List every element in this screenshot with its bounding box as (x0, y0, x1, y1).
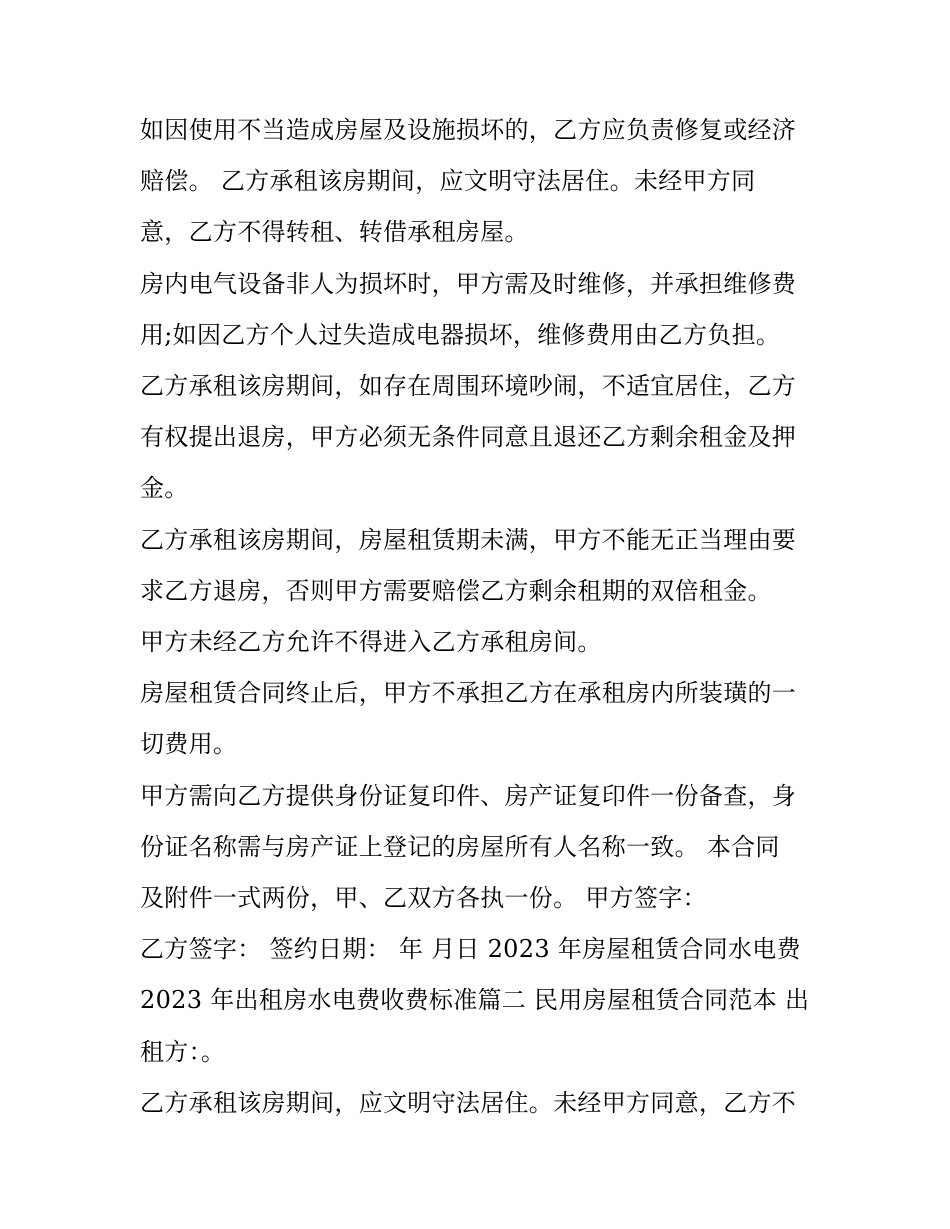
text-line: 意，乙方不得转租、转借承租房屋。 (140, 218, 529, 247)
text-line: 及附件一式两份，甲、乙双方各执一份。 甲方签字： (140, 884, 707, 913)
text-line: 求乙方退房，否则甲方需要赔偿乙方剩余租期的双倍租金。 (140, 576, 772, 605)
text-line: 乙方签字： 签约日期： 年 月日 2023 年房屋租赁合同水电费 (140, 935, 801, 964)
text-line: 甲方需向乙方提供身份证复印件、房产证复印件一份备查，身 (140, 781, 797, 810)
text-line: 乙方承租该房期间，房屋租赁期未满，甲方不能无正当理由要 (140, 525, 797, 554)
text-line: 房屋租赁合同终止后，甲方不承担乙方在承租房内所装璜的一 (140, 679, 797, 708)
text-line: 2023 年出租房水电费收费标准篇二 民用房屋租赁合同范本 出 (140, 986, 810, 1015)
text-line: 切费用。 (140, 730, 238, 759)
text-line: 金。 (140, 474, 189, 503)
text-line: 乙方承租该房期间，如存在周围环境吵闹，不适宜居住，乙方 (140, 372, 797, 401)
text-line: 如因使用不当造成房屋及设施损坏的，乙方应负责修复或经济 (140, 116, 797, 144)
text-line: 租方：。 (140, 1037, 226, 1066)
text-line: 赔偿。 乙方承租该房期间，应文明守法居住。未经甲方同 (140, 167, 756, 196)
text-line: 份证名称需与房产证上登记的房屋所有人名称一致。 本合同 (140, 832, 780, 861)
text-line: 有权提出退房，甲方必须无条件同意且退还乙方剩余租金及押 (140, 423, 797, 452)
text-line: 房内电气设备非人为损坏时，甲方需及时维修，并承担维修费 (140, 269, 797, 298)
text-line: 乙方承租该房期间，应文明守法居住。未经甲方同意，乙方不 (140, 1088, 797, 1117)
document-body (140, 105, 820, 1129)
text-line: 用;如因乙方个人过失造成电器损坏，维修费用由乙方负担。 (140, 320, 781, 349)
text-line: 甲方未经乙方允许不得进入乙方承租房间。 (140, 628, 602, 657)
